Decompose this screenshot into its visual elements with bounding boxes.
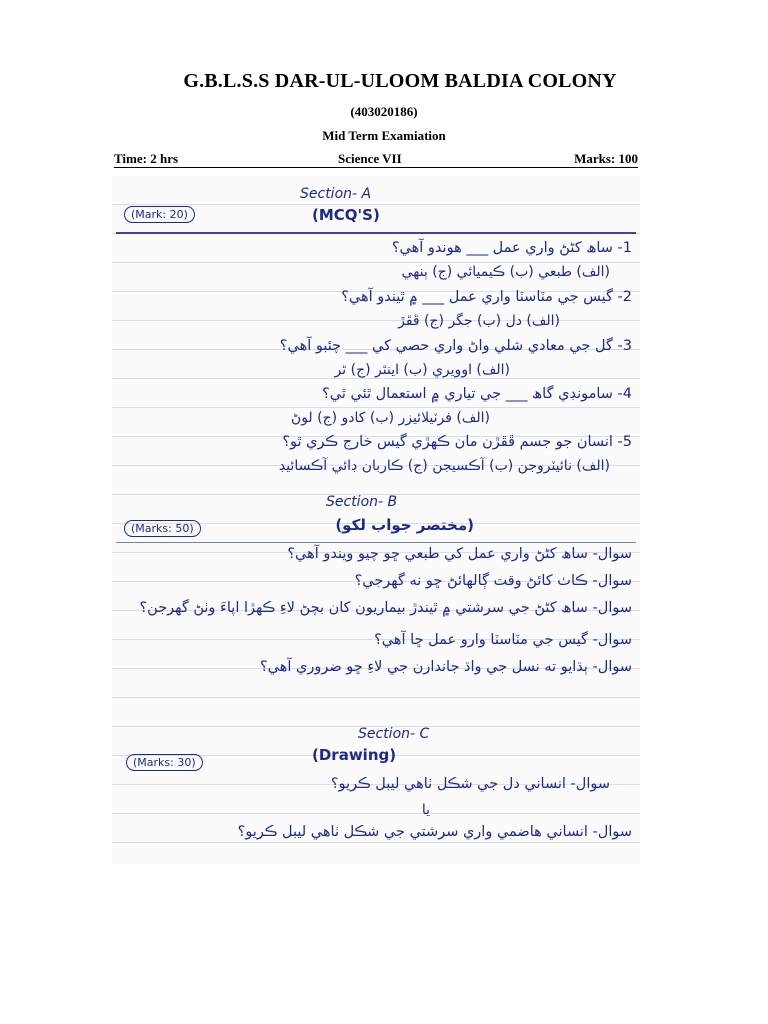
section-b-marks: (Marks: 50) bbox=[124, 520, 201, 537]
drawing-or: يا bbox=[421, 802, 430, 818]
drawing-q-1: سوال- انساني دل جي شڪل ٺاهي ليبل ڪريو؟ bbox=[330, 776, 610, 792]
section-a-subtitle: (MCQ'S) bbox=[312, 206, 380, 224]
handwritten-sheet bbox=[112, 176, 640, 864]
section-b-subtitle: (مختصر جواب لکو) bbox=[335, 516, 474, 534]
mcq-3-question: 3- گل جي معادي شلي واڻ واري حصي کي ___ چئبو آھي؟ bbox=[279, 338, 632, 354]
mcq-5-question: 5- انسان جو جسم ڦڦڙن مان ڪهڙي گيس خارج ڪري ٿو؟ bbox=[282, 434, 632, 450]
exam-marks: Marks: 100 bbox=[574, 151, 638, 166]
short-q-2: سوال- ڪاٺ کائڻ وقت ڳالهائڻ ڇو نه گهرجي؟ bbox=[354, 573, 632, 589]
section-c-marks: (Marks: 30) bbox=[126, 754, 203, 771]
school-title: G.B.L.S.S DAR-UL-ULOOM BALDIA COLONY bbox=[183, 70, 617, 92]
mcq-4-options: (الف) فرٽيلائيزر (ب) کادو (ج) لوڻ bbox=[290, 410, 490, 426]
section-c-title: Section- C bbox=[358, 726, 430, 742]
short-q-5: سوال- ٻڌايو ته نسل جي واڌ جاندارن جي لاءِ ڇو ضروري آھي؟ bbox=[259, 659, 632, 675]
section-b-title: Section- B bbox=[326, 494, 398, 510]
exam-title: Mid Term Examiation bbox=[322, 128, 446, 143]
short-q-4: سوال- گيس جي مٽاسٽا وارو عمل ڇا آھي؟ bbox=[374, 632, 632, 648]
section-b-divider bbox=[116, 542, 636, 543]
section-c-subtitle: (Drawing) bbox=[312, 746, 397, 764]
section-a-divider bbox=[116, 232, 636, 234]
short-q-3: سوال- ساھ کڻڻ جي سرشتي ۾ ٿيندڙ بيماريون کان بچڻ لاءِ ڪهڙا اپاءَ وٺڻ گهرجن؟ bbox=[139, 600, 632, 616]
mcq-1-question: 1- ساھ کڻڻ واري عمل ___ ھوندو آھي؟ bbox=[391, 240, 632, 256]
mcq-3-options: (الف) اوويري (ب) اينٿر (ج) ٿر bbox=[334, 362, 510, 378]
section-a-marks: (Mark: 20) bbox=[124, 206, 195, 223]
section-a-title: Section- A bbox=[300, 186, 372, 202]
mcq-2-question: 2- گيس جي مٽاسٽا واري عمل ___ ۾ ٿيندو آھي؟ bbox=[341, 289, 632, 305]
mcq-1-options: (الف) طبعي (ب) ڪيميائي (ج) ٻنهي bbox=[401, 264, 610, 280]
exam-meta-row bbox=[114, 151, 638, 168]
mcq-2-options: (الف) دل (ب) جگر (ج) ڦڦڙ bbox=[398, 313, 560, 329]
exam-time: Time: 2 hrs bbox=[114, 151, 179, 166]
exam-subject: Science VII bbox=[338, 151, 402, 166]
short-q-1: سوال- ساھ کڻڻ واري عمل کي طبعي ڇو چيو ويندو آھي؟ bbox=[287, 546, 632, 562]
school-code: (403020186) bbox=[350, 104, 418, 119]
drawing-q-2: سوال- انساني هاضمي واري سرشتي جي شڪل ٺاهي ليبل ڪريو؟ bbox=[237, 824, 632, 840]
mcq-4-question: 4- سامونڊي گاھ ___ جي تياري ۾ استعمال ٿئي ٿي؟ bbox=[322, 386, 632, 402]
mcq-5-options: (الف) نائيٽروجن (ب) آڪسيجن (ج) ڪاربان ڊائي آڪسائيڊ bbox=[278, 458, 610, 474]
